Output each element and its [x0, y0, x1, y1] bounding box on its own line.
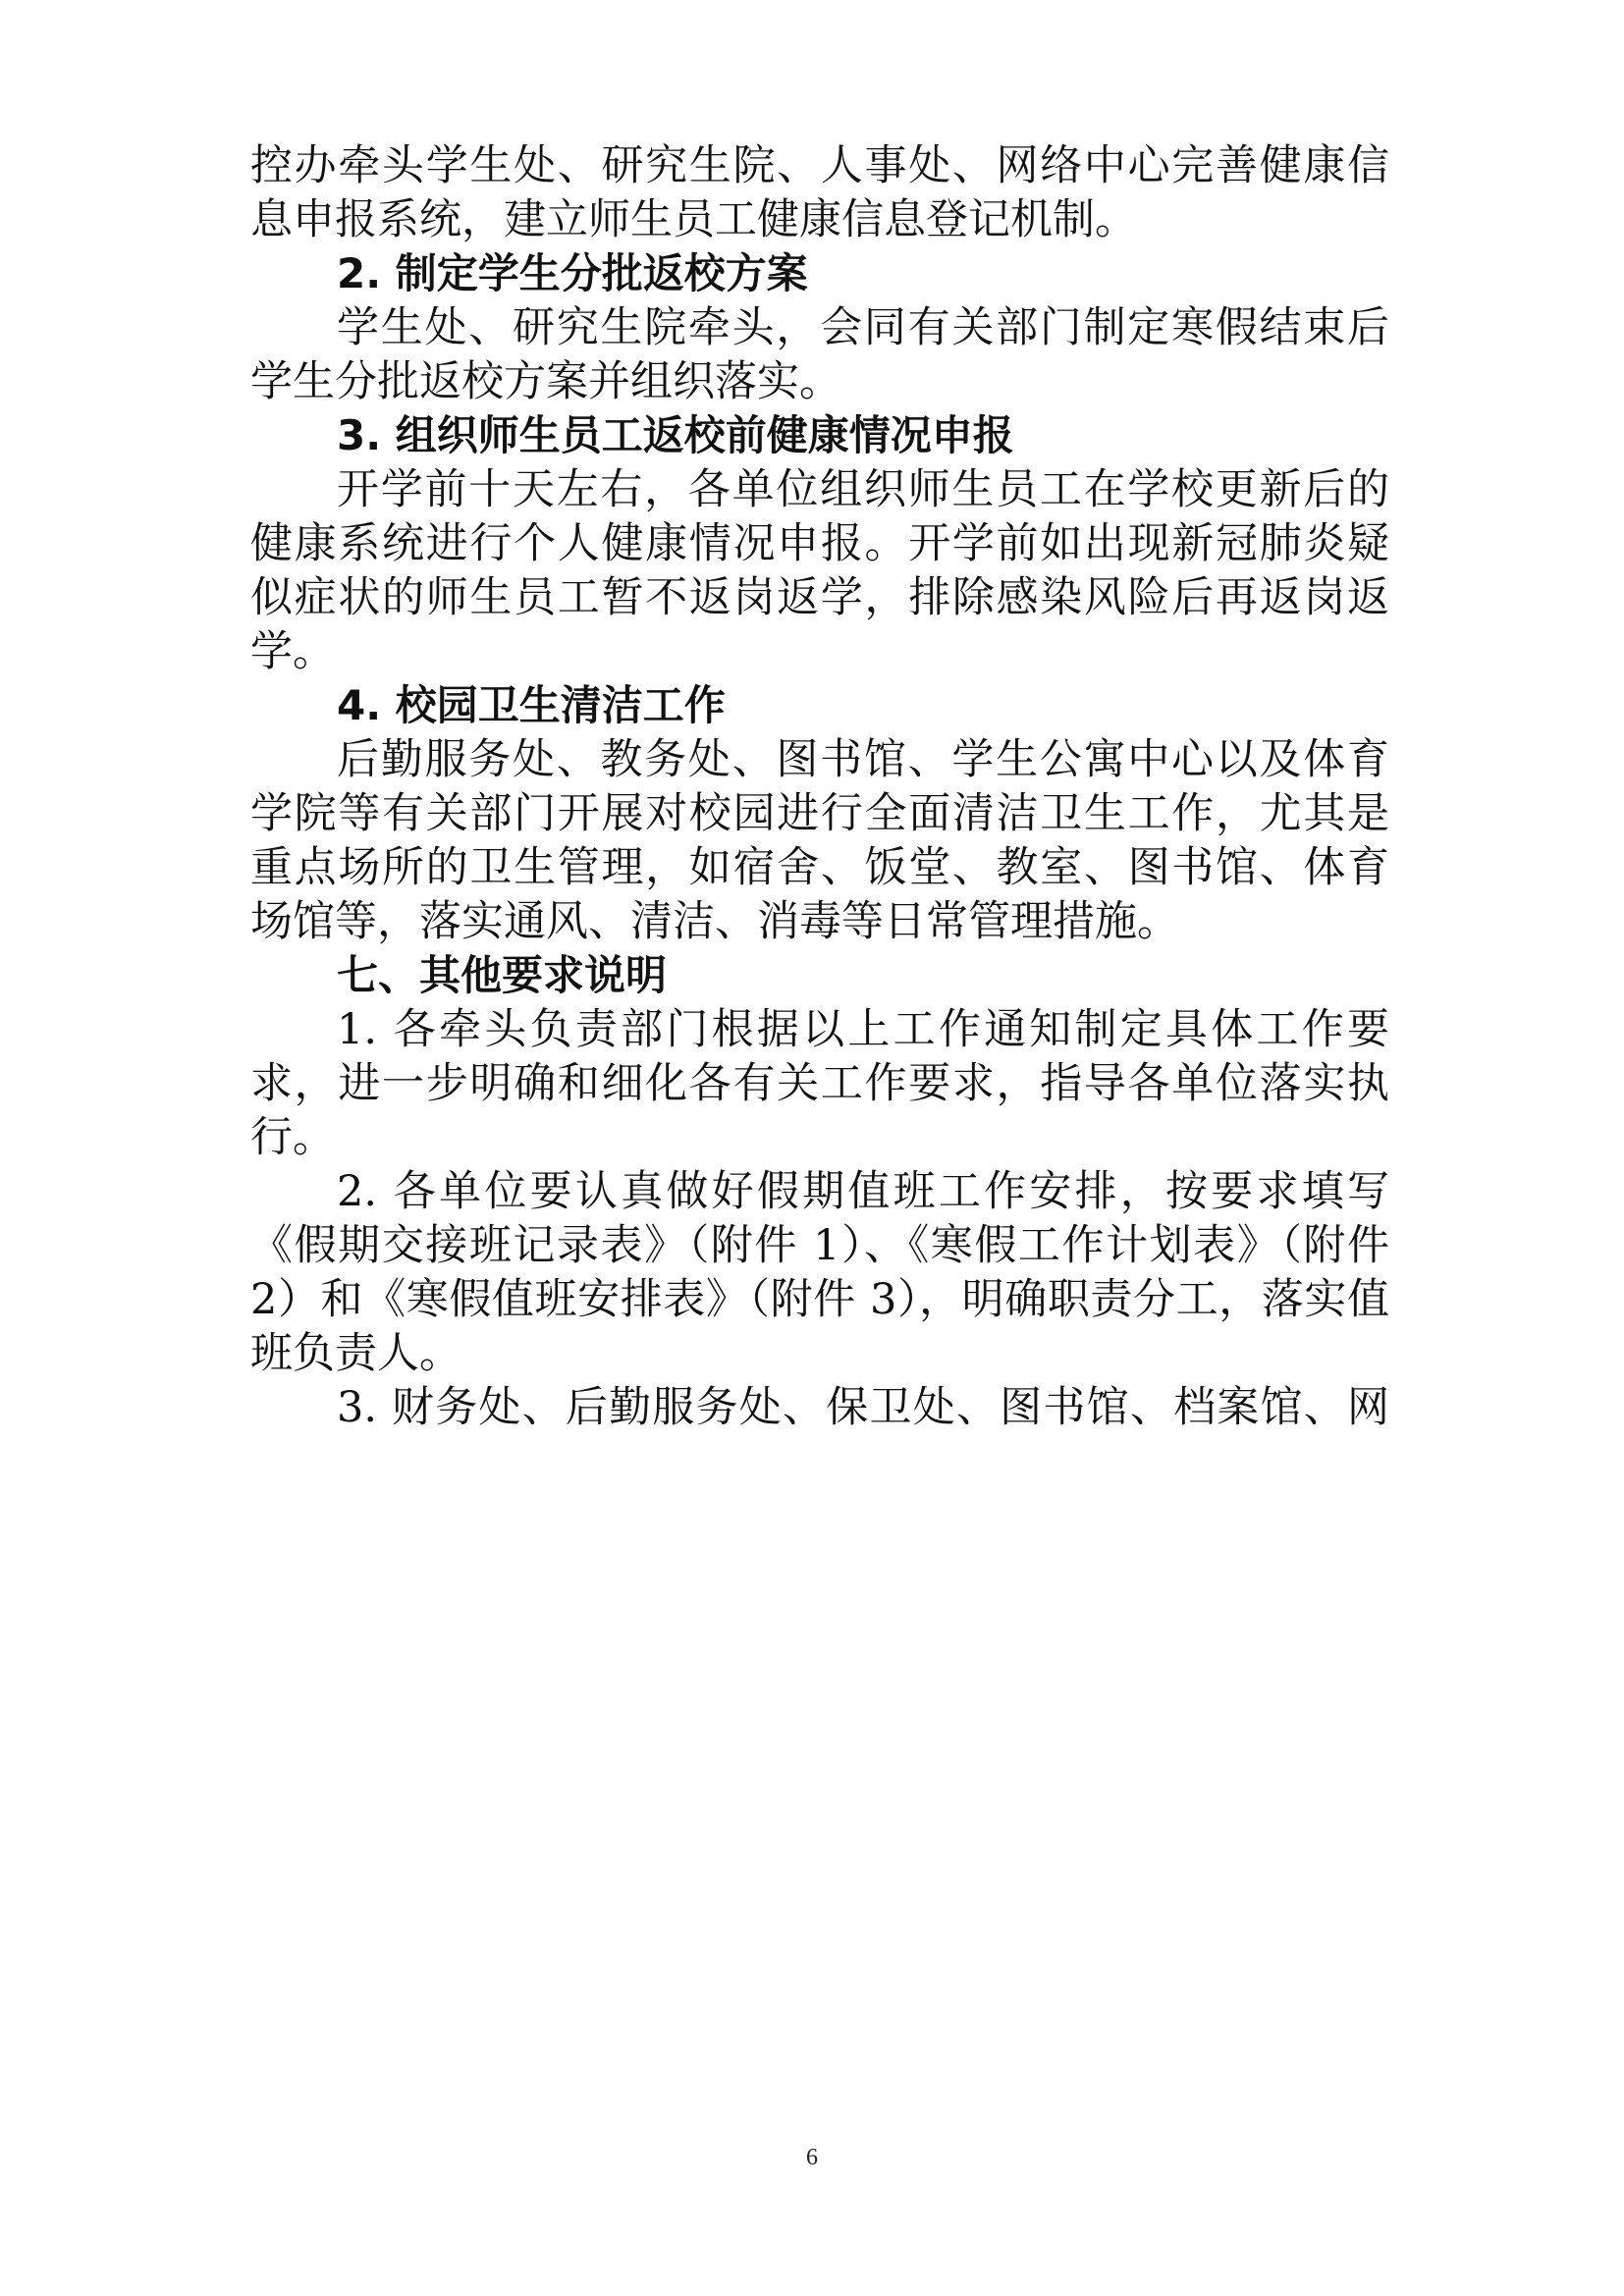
paragraph-line: 息申报系统，建立师生员工健康信息登记机制。: [250, 195, 1137, 244]
section-heading: 3. 组织师生员工返校前健康情况申报: [337, 411, 1014, 459]
chapter-heading: 七、其他要求说明: [337, 951, 668, 999]
paragraph-line: 健康系统进行个人健康情况申报。开学前如出现新冠肺炎疑: [250, 519, 1389, 568]
paragraph-line: 学生分批返校方案并组织落实。: [250, 357, 841, 406]
section-heading: 4. 校园卫生清洁工作: [337, 681, 726, 729]
paragraph-line: 场馆等，落实通风、清洁、消毒等日常管理措施。: [250, 897, 1179, 946]
paragraph-line: 重点场所的卫生管理，如宿舍、饭堂、教室、图书馆、体育: [250, 843, 1389, 892]
paragraph-line: 学。: [250, 627, 335, 676]
section-heading: 2. 制定学生分批返校方案: [337, 249, 808, 297]
paragraph-line: 后勤服务处、教务处、图书馆、学生公寓中心以及体育: [337, 735, 1389, 784]
paragraph-line: 开学前十天左右，各单位组织师生员工在学校更新后的: [337, 465, 1389, 514]
paragraph-line: 2. 各单位要认真做好假期值班工作安排，按要求填写: [337, 1167, 1389, 1216]
paragraph-line: 求，进一步明确和细化各有关工作要求，指导各单位落实执: [250, 1059, 1389, 1108]
paragraph-line: 班负责人。: [250, 1329, 461, 1378]
paragraph-line: 1. 各牵头负责部门根据以上工作通知制定具体工作要: [337, 1005, 1389, 1054]
paragraph-line: 学院等有关部门开展对校园进行全面清洁卫生工作，尤其是: [250, 789, 1389, 838]
paragraph-line: 似症状的师生员工暂不返岗返学，排除感染风险后再返岗返: [250, 573, 1389, 622]
paragraph-line: 学生处、研究生院牵头，会同有关部门制定寒假结束后: [337, 303, 1389, 352]
paragraph-line: 2）和《寒假值班安排表》（附件 3），明确职责分工，落实值: [250, 1275, 1389, 1324]
paragraph-line: 控办牵头学生处、研究生院、人事处、网络中心完善健康信: [250, 141, 1389, 190]
page-number: 6: [806, 2145, 818, 2170]
paragraph-line: 《假期交接班记录表》（附件 1）、《寒假工作计划表》（附件: [250, 1221, 1389, 1270]
paragraph-line: 行。: [250, 1113, 335, 1162]
paragraph-line: 3. 财务处、后勤服务处、保卫处、图书馆、档案馆、网: [337, 1383, 1389, 1432]
